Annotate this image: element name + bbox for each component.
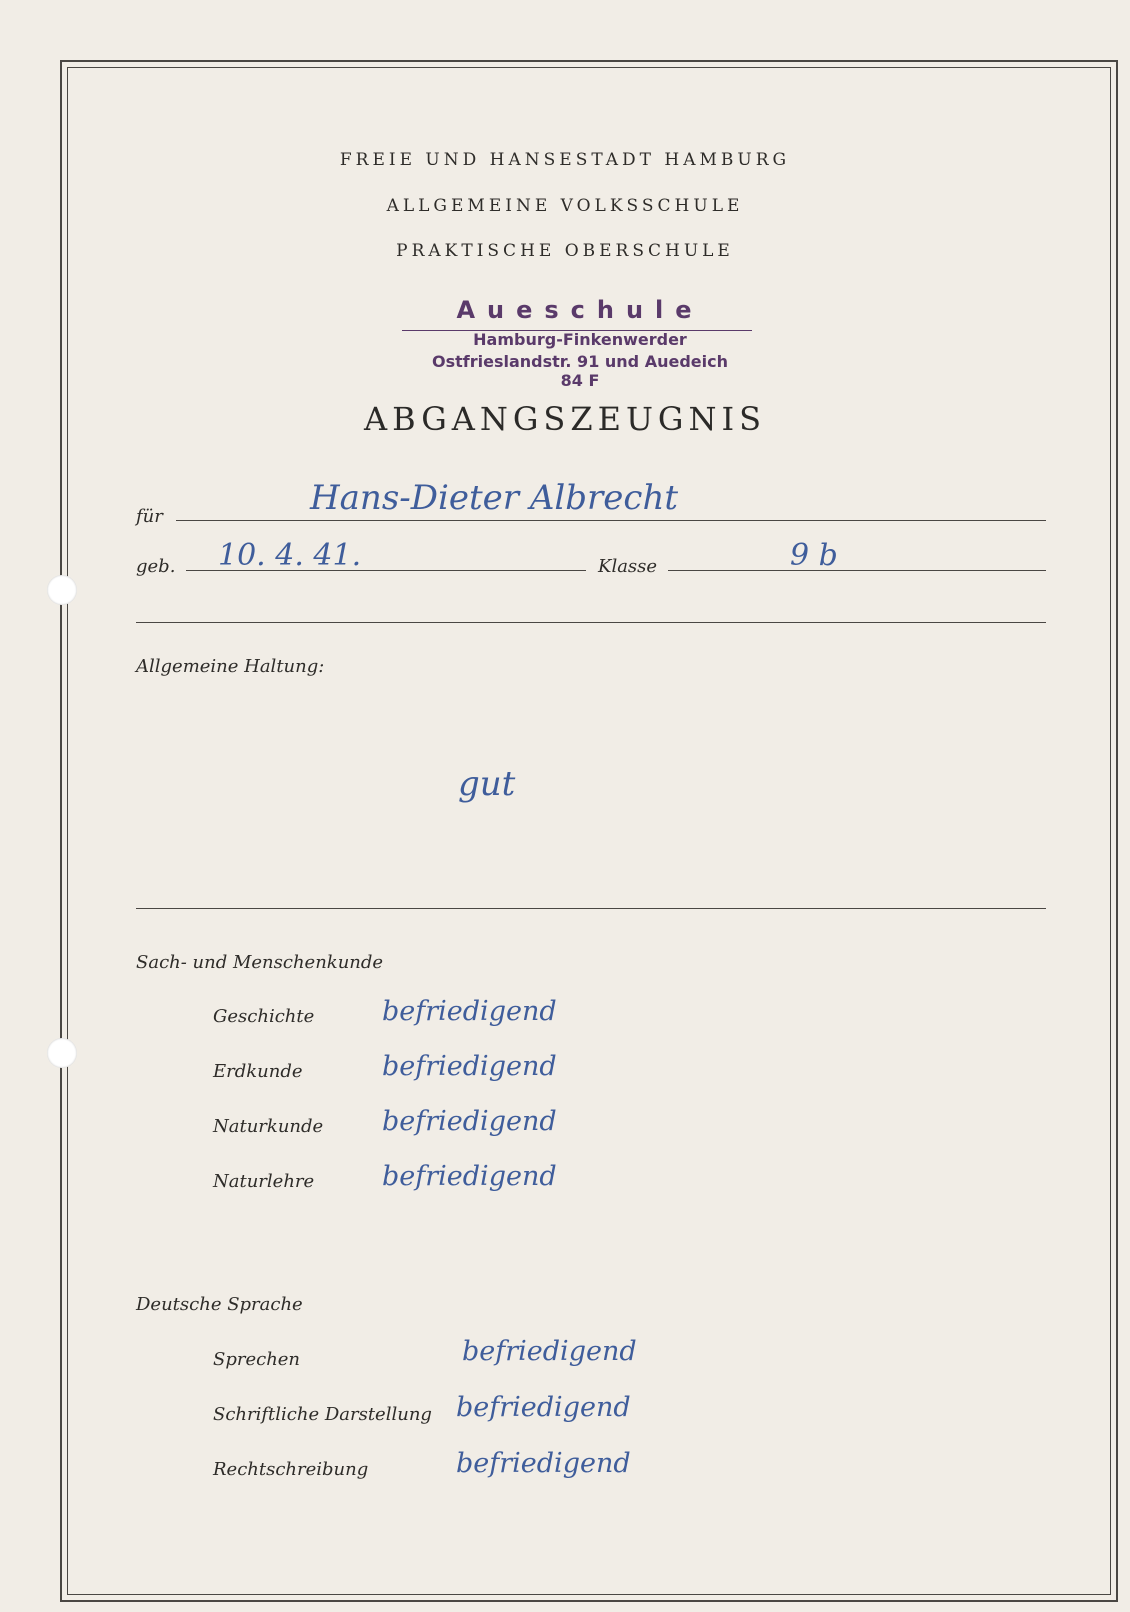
subject-name: Rechtschreibung: [213, 1459, 369, 1480]
subject-grade: befriedigend: [456, 1448, 631, 1479]
subject-grade: befriedigend: [456, 1392, 631, 1423]
subject-grade: befriedigend: [382, 1106, 557, 1137]
klasse-label: Klasse: [598, 556, 658, 577]
subject-name: Erdkunde: [213, 1061, 303, 1082]
subject-name: Naturkunde: [213, 1116, 324, 1137]
subject-name: Naturlehre: [213, 1171, 315, 1192]
fuer-line: [176, 520, 1046, 521]
school-stamp-name: Aueschule: [456, 296, 704, 324]
subject-name: Sprechen: [213, 1349, 301, 1370]
subject-grade: befriedigend: [462, 1336, 637, 1367]
separator-1: [136, 622, 1046, 623]
punch-hole-top: [47, 575, 77, 605]
birth-date: 10. 4. 41.: [218, 538, 362, 573]
header-line-3: PRAKTISCHE OBERSCHULE: [396, 241, 734, 261]
haltung-value: gut: [458, 764, 516, 804]
klasse-line: [668, 570, 1046, 571]
school-stamp-city: Hamburg-Finkenwerder: [473, 330, 687, 349]
haltung-label: Allgemeine Haltung:: [136, 656, 325, 677]
subject-grade: befriedigend: [382, 1051, 557, 1082]
section-heading-deutsch: Deutsche Sprache: [136, 1294, 303, 1315]
document-title: ABGANGSZEUGNIS: [363, 400, 767, 438]
separator-2: [136, 908, 1046, 909]
subject-grade: befriedigend: [382, 996, 557, 1027]
fuer-label: für: [136, 506, 163, 527]
subject-name: Geschichte: [213, 1006, 315, 1027]
class-value: 9 b: [790, 538, 838, 573]
punch-hole-bottom: [47, 1038, 77, 1068]
school-stamp-address: Ostfrieslandstr. 91 und Auedeich 84 F: [432, 352, 728, 390]
student-name: Hans-Dieter Albrecht: [310, 478, 679, 518]
geb-label: geb.: [136, 556, 176, 577]
header-line-1: FREIE UND HANSESTADT HAMBURG: [339, 150, 791, 170]
header-line-2: ALLGEMEINE VOLKSSCHULE: [386, 196, 744, 216]
subject-grade: befriedigend: [382, 1161, 557, 1192]
subject-name: Schriftliche Darstellung: [213, 1404, 432, 1425]
section-heading-sachkunde: Sach- und Menschenkunde: [136, 952, 384, 973]
